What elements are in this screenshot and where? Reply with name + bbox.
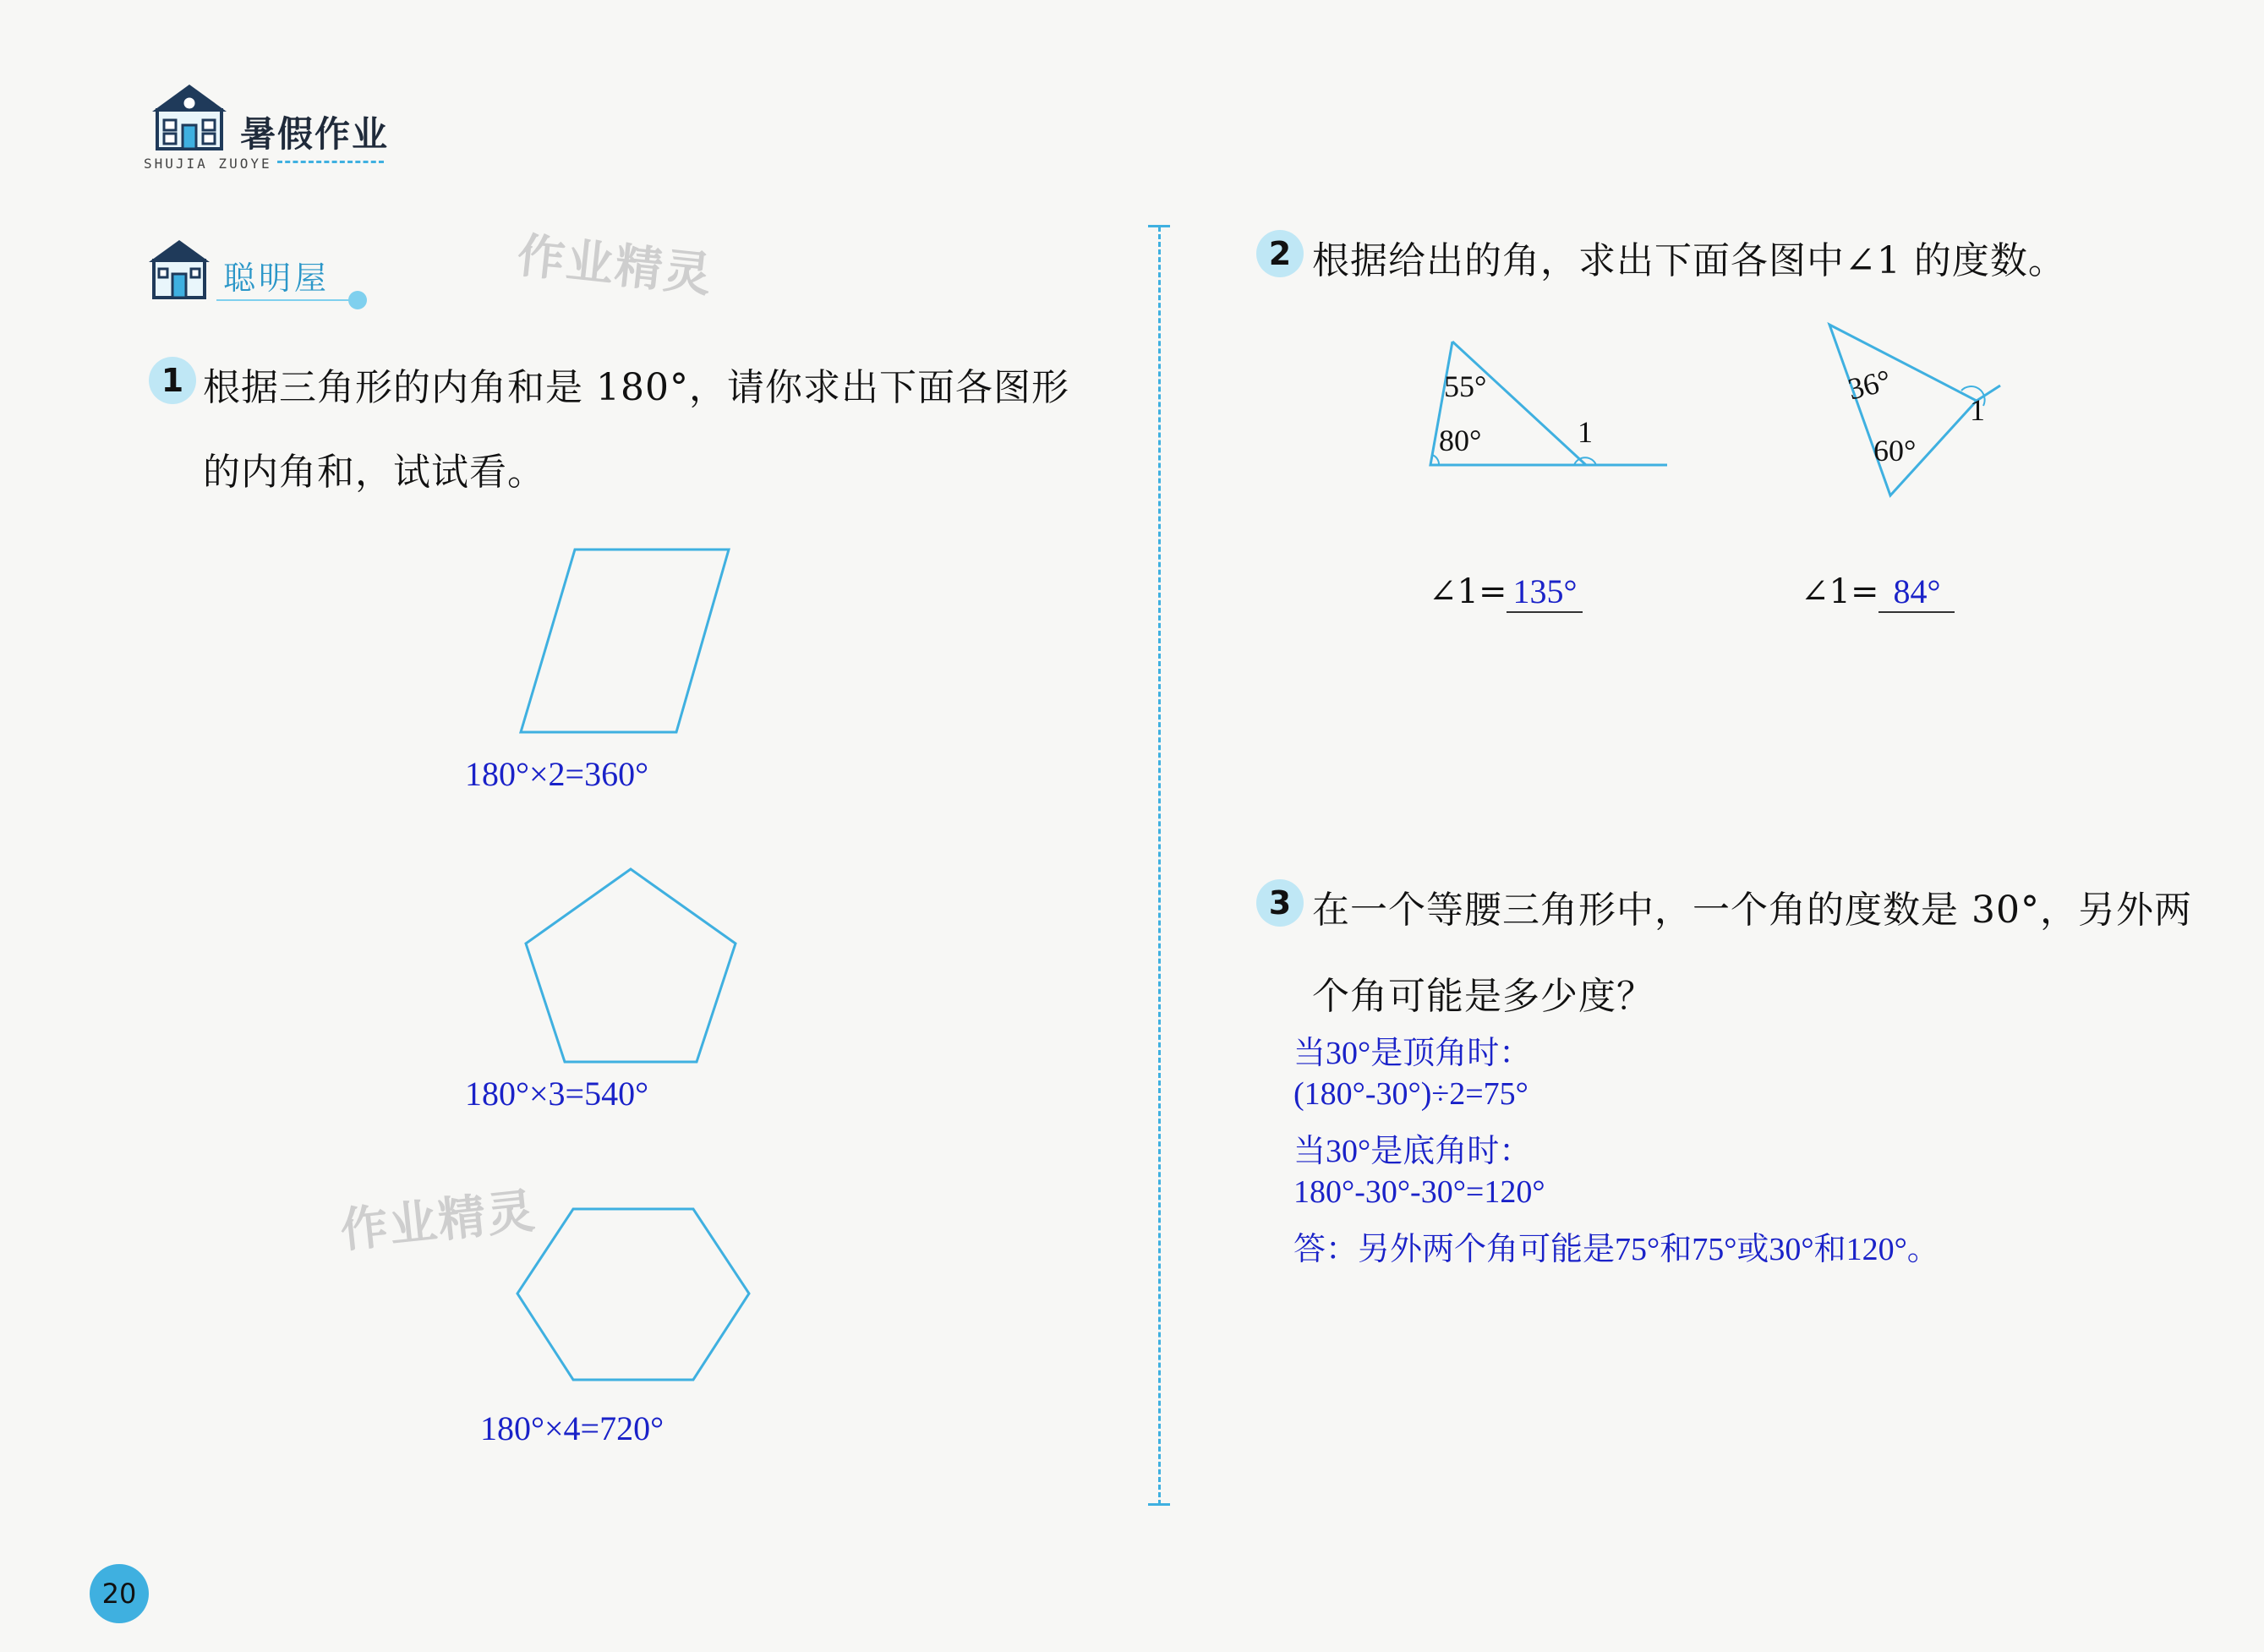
q2-fig2-result (1801, 572, 1955, 613)
q2-fig2-angle-a: 36° (1844, 363, 1895, 407)
q2-fig1-prefix: ∠1= (1429, 572, 1507, 611)
section-title: 聪明屋 (223, 260, 331, 297)
parallelogram-shape (507, 541, 744, 744)
q3-answer-line-4: 180°-30°-30°=120° (1293, 1174, 1545, 1210)
q1-number-badge: 1 (149, 357, 196, 404)
q3-text-line1: 在一个等腰三角形中，一个角的度数是 30°，另外两 (1312, 889, 2192, 932)
q2-fig2-angle-1: 1 (1970, 393, 1985, 427)
q1-answer-2: 180°×3=540° (465, 1075, 649, 1113)
section-header (145, 237, 374, 313)
q2-fig1-answer: 135° (1507, 572, 1583, 613)
house-icon (145, 237, 213, 301)
q1-answer-3: 180°×4=720° (480, 1409, 664, 1447)
section-underline (216, 299, 365, 301)
section-dot (348, 291, 367, 309)
q3-answer-line-2: (180°-30°)÷2=75° (1293, 1076, 1528, 1112)
q2-fig2-angle-b: 60° (1873, 434, 1917, 468)
q3-answer-line-1: 当30°是顶角时： (1293, 1036, 1532, 1071)
pentagon-shape (516, 862, 749, 1074)
header-dash-line (277, 161, 384, 163)
q3-answer-line-3: 当30°是底角时： (1293, 1134, 1532, 1169)
q3-answer-line-5: 答：另外两个角可能是75°和75°或30°和120°。 (1293, 1232, 1939, 1267)
q1-answer-1: 180°×2=360° (465, 755, 649, 793)
q2-fig2-answer: 84° (1878, 572, 1955, 613)
watermark-top: 作业精灵 (514, 228, 716, 304)
q2-number-badge: 2 (1256, 230, 1304, 277)
q3-text-line2: 个角可能是多少度？ (1312, 975, 1654, 1018)
q2-fig1-angle-a: 55° (1444, 369, 1487, 403)
q3-number-badge: 3 (1256, 879, 1304, 927)
header-subtitle: SHUJIA ZUOYE (144, 156, 272, 172)
page-number: 20 (101, 1578, 137, 1610)
q1-text-line2: 的内角和，试试看。 (203, 451, 545, 494)
page-number-badge (90, 1564, 149, 1623)
q1-text-line1: 根据三角形的内角和是 180°，请你求出下面各图形 (203, 366, 1069, 409)
q2-fig1-result (1429, 572, 1583, 613)
school-building-icon (145, 81, 233, 154)
watermark-bottom: 作业精灵 (337, 1184, 539, 1259)
hexagon-shape (512, 1201, 757, 1387)
divider-cap-bottom (1148, 1503, 1170, 1506)
q2-text: 根据给出的角，求出下面各图中∠1 的度数。 (1312, 239, 2066, 282)
header-logo (145, 81, 399, 174)
q2-fig2-prefix: ∠1= (1801, 572, 1879, 611)
divider-cap-top (1148, 225, 1170, 227)
page-divider (1158, 227, 1161, 1505)
header-title: 暑假作业 (240, 113, 390, 155)
q2-fig1-angle-b: 80° (1439, 424, 1482, 457)
q2-fig1-angle-1: 1 (1578, 415, 1593, 449)
